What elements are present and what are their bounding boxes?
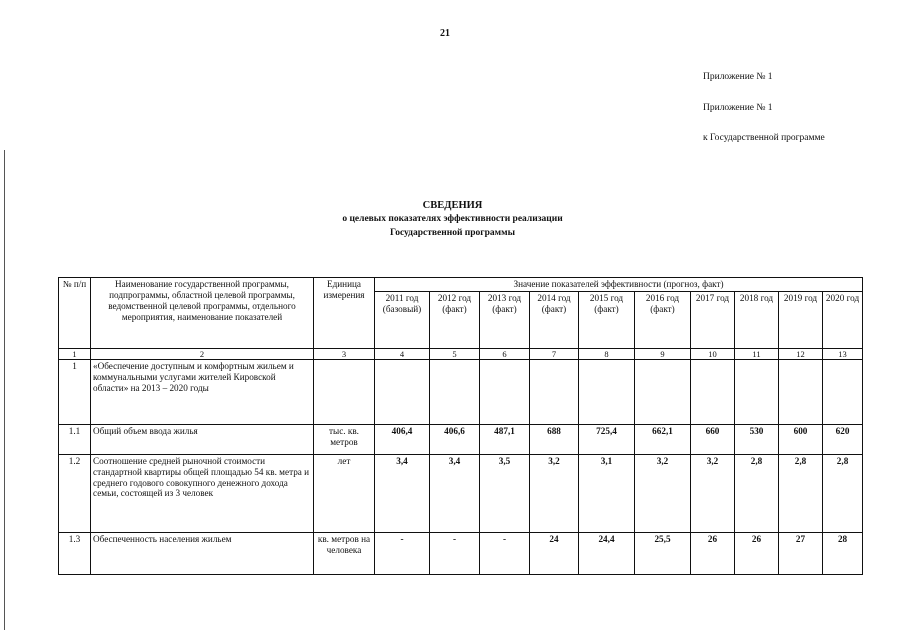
row-value: 530 [735, 424, 779, 454]
column-number: 10 [691, 348, 735, 359]
row-unit [314, 359, 375, 424]
column-number: 6 [480, 348, 530, 359]
row-value: 3,2 [530, 454, 579, 532]
row-value: 28 [823, 532, 863, 574]
column-number: 8 [579, 348, 635, 359]
column-number: 5 [430, 348, 480, 359]
row-number: 1 [59, 359, 91, 424]
table-row [59, 424, 863, 454]
column-number: 1 [59, 348, 91, 359]
table-row [59, 454, 863, 532]
row-number: 1.1 [59, 424, 91, 454]
document-subtitle-2: Государственной программы [389, 228, 516, 238]
header-year: 2014 год (факт) [530, 291, 579, 348]
row-value: 406,6 [430, 424, 480, 454]
row-value: - [375, 532, 430, 574]
row-value: 2,8 [735, 454, 779, 532]
column-number: 13 [823, 348, 863, 359]
row-name: Общий объем ввода жилья [91, 424, 314, 454]
appendix-line-2: Приложение № 1 [703, 103, 773, 113]
row-unit: лет [314, 454, 375, 532]
header-num: № п/п [59, 278, 91, 349]
header-unit: Единица измерения [314, 278, 375, 349]
row-value: 2,8 [823, 454, 863, 532]
column-numbers-row [59, 348, 863, 359]
row-value [579, 359, 635, 424]
row-value: - [480, 532, 530, 574]
row-value [823, 359, 863, 424]
column-number: 3 [314, 348, 375, 359]
header-year: 2013 год (факт) [480, 291, 530, 348]
row-value [430, 359, 480, 424]
appendix-line-3: к Государственной программе [703, 133, 825, 143]
header-year: 2016 год (факт) [635, 291, 691, 348]
page-number: 21 [440, 28, 450, 39]
row-value: - [430, 532, 480, 574]
column-number: 4 [375, 348, 430, 359]
column-number: 7 [530, 348, 579, 359]
row-unit: тыс. кв. метров [314, 424, 375, 454]
row-value: 25,5 [635, 532, 691, 574]
header-year: 2019 год [779, 291, 823, 348]
row-value: 3,1 [579, 454, 635, 532]
row-value: 3,4 [375, 454, 430, 532]
row-value: 620 [823, 424, 863, 454]
scan-edge-line [4, 150, 5, 630]
row-value [530, 359, 579, 424]
row-value: 3,4 [430, 454, 480, 532]
header-values-group: Значение показателей эффективности (прогноз, факт) [375, 278, 863, 292]
row-number: 1.3 [59, 532, 91, 574]
column-number: 9 [635, 348, 691, 359]
row-name: «Обеспечение доступным и комфортным жильем и коммунальными услугами жителей Кировской области» на 2013 – 2020 годы [91, 359, 314, 424]
row-value: 3,2 [691, 454, 735, 532]
row-value: 26 [735, 532, 779, 574]
row-value: 725,4 [579, 424, 635, 454]
row-value [480, 359, 530, 424]
document-title: СВЕДЕНИЯ [422, 200, 483, 211]
row-unit: кв. метров на человека [314, 532, 375, 574]
column-number: 11 [735, 348, 779, 359]
row-value: 24 [530, 532, 579, 574]
row-value: 688 [530, 424, 579, 454]
header-year: 2011 год (базовый) [375, 291, 430, 348]
column-number: 2 [91, 348, 314, 359]
row-value [375, 359, 430, 424]
row-name: Соотношение средней рыночной стоимости стандартной квартиры общей площадью 54 кв. метра и среднего годового совокупного денежного дохода семьи, состоящей из 3 человек [91, 454, 314, 532]
header-year: 2017 год [691, 291, 735, 348]
appendix-line-1: Приложение № 1 [703, 72, 773, 82]
row-number: 1.2 [59, 454, 91, 532]
document-subtitle-1: о целевых показателях эффективности реализации [342, 214, 563, 224]
row-value: 662,1 [635, 424, 691, 454]
row-name: Обеспеченность населения жильем [91, 532, 314, 574]
row-value [735, 359, 779, 424]
row-value: 2,8 [779, 454, 823, 532]
row-value: 406,4 [375, 424, 430, 454]
row-value: 3,2 [635, 454, 691, 532]
indicators-table [58, 277, 863, 575]
row-value [779, 359, 823, 424]
header-year: 2012 год (факт) [430, 291, 480, 348]
row-value: 3,5 [480, 454, 530, 532]
column-number: 12 [779, 348, 823, 359]
table-row [59, 532, 863, 574]
row-value: 24,4 [579, 532, 635, 574]
header-year: 2020 год [823, 291, 863, 348]
row-value: 27 [779, 532, 823, 574]
row-value [635, 359, 691, 424]
header-row-1 [59, 278, 863, 292]
row-value: 26 [691, 532, 735, 574]
row-value: 660 [691, 424, 735, 454]
row-value [691, 359, 735, 424]
table-row [59, 359, 863, 424]
header-name: Наименование государственной программы, подпрограммы, областной целевой программы, ведомственной целевой программы, отдельного мероприятия, наименование показателей [91, 278, 314, 349]
header-year: 2015 год (факт) [579, 291, 635, 348]
row-value: 600 [779, 424, 823, 454]
header-year: 2018 год [735, 291, 779, 348]
row-value: 487,1 [480, 424, 530, 454]
